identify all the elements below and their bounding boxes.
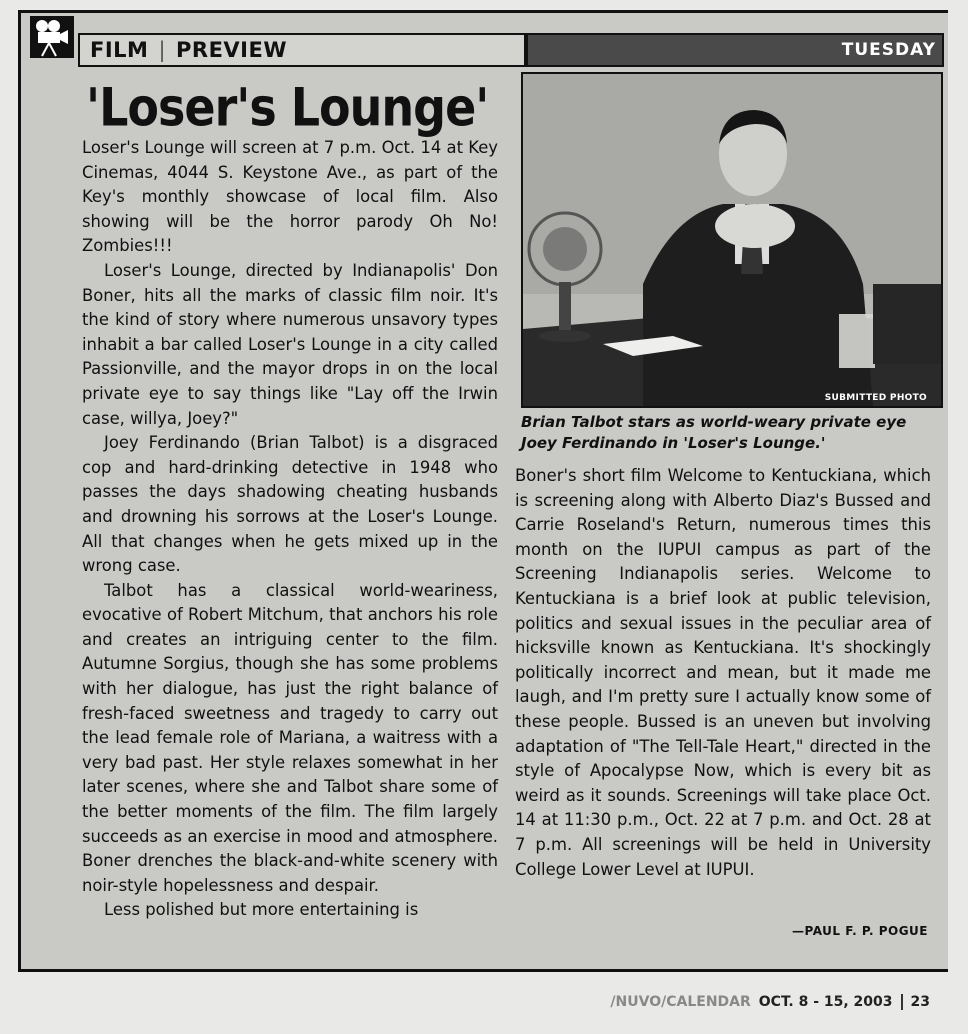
subsection-label: PREVIEW: [176, 38, 287, 62]
page-number: 23: [910, 994, 930, 1010]
footer-divider: [901, 994, 903, 1010]
day-bar: [526, 33, 944, 67]
page-footer: [610, 994, 930, 1010]
article-title: 'Loser's Lounge': [86, 76, 489, 139]
section-header: [78, 33, 526, 67]
article-column-left: [82, 136, 498, 923]
paragraph: Less polished but more entertaining is: [104, 900, 419, 920]
author-byline: —PAUL F. P. POGUE: [792, 924, 928, 938]
photo-scene-image: [523, 74, 941, 406]
day-label: TUESDAY: [841, 40, 936, 60]
paragraph: Joey Ferdinando (Brian Talbot) is a disgraced cop and hard-drinking detective in 1948 who passes the days shadowing cheating husbands and drowning his sorrows at the Loser's Lounge. All that changes when he gets mixed up in the wrong case.: [82, 433, 498, 576]
paragraph: Loser's Lounge, directed by Indianapolis' Don Boner, hits all the marks of classic film noir. It's the kind of story where numerous unsavory types inhabit a bar called Loser's Lounge in a city called Passionville, and the mayor drops in on the local private eye to say things like "Lay off the Irwin case, willya, Joey?": [82, 260, 498, 428]
paragraph: Loser's Lounge will screen at 7 p.m. Oct. 14 at Key Cinemas, 4044 S. Keystone Ave., as part of the Key's monthly showcase of local film. Also showing will be the horror parody Oh No! Zombies!!!: [82, 138, 498, 256]
issue-date: OCT. 8 - 15, 2003: [758, 994, 893, 1010]
paragraph: Boner's short film Welcome to Kentuckiana, which is screening along with Alberto Diaz's Bussed and Carrie Roseland's Return, numerous times this month on the IUPUI campus as part of the Screening Indianapolis series. Welcome to Kentuckiana is a brief look at public television, politics and sexual issues in the peculiar area of hicksville known as Kentuckiana. It's shockingly politically incorrect and mean, but it made me laugh, and I'm pretty sure I actually know some of these people. Bussed is an uneven but involving adaptation of "The Tell-Tale Heart," directed in the style of Apocalypse Now, which is every bit as weird as it sounds. Screenings will take place Oct. 14 at 11:30 p.m., Oct. 22 at 7 p.m. and Oct. 28 at 7 p.m. All screenings will be held in University College Lower Level at IUPUI.: [515, 466, 931, 879]
publication-name: /NUVO/CALENDAR: [610, 994, 751, 1010]
section-divider: |: [158, 38, 167, 62]
photo-credit: SUBMITTED PHOTO: [824, 393, 927, 403]
film-camera-icon: [30, 16, 74, 58]
photo-caption: Brian Talbot stars as world-weary private eye Joey Ferdinando in 'Loser's Lounge.': [521, 413, 907, 452]
paragraph: Talbot has a classical world-weariness, evocative of Robert Mitchum, that anchors his role and creates an intriguing center to the film. Autumne Sorgius, though she has some problems with her dialogue, has just the right balance of fresh-faced sweetness and tragedy to carry out the lead female role of Mariana, a waitress with a very bad past. Her style relaxes somewhat in her later scenes, where she and Talbot share some of the better moments of the film. The film largely succeeds as an exercise in mood and atmosphere. Boner drenches the black-and-white scenery with noir-style hopelessness and despair.: [82, 580, 498, 895]
section-label: FILM: [90, 38, 149, 62]
article-column-right: [515, 464, 931, 882]
article-photo: [521, 72, 943, 408]
